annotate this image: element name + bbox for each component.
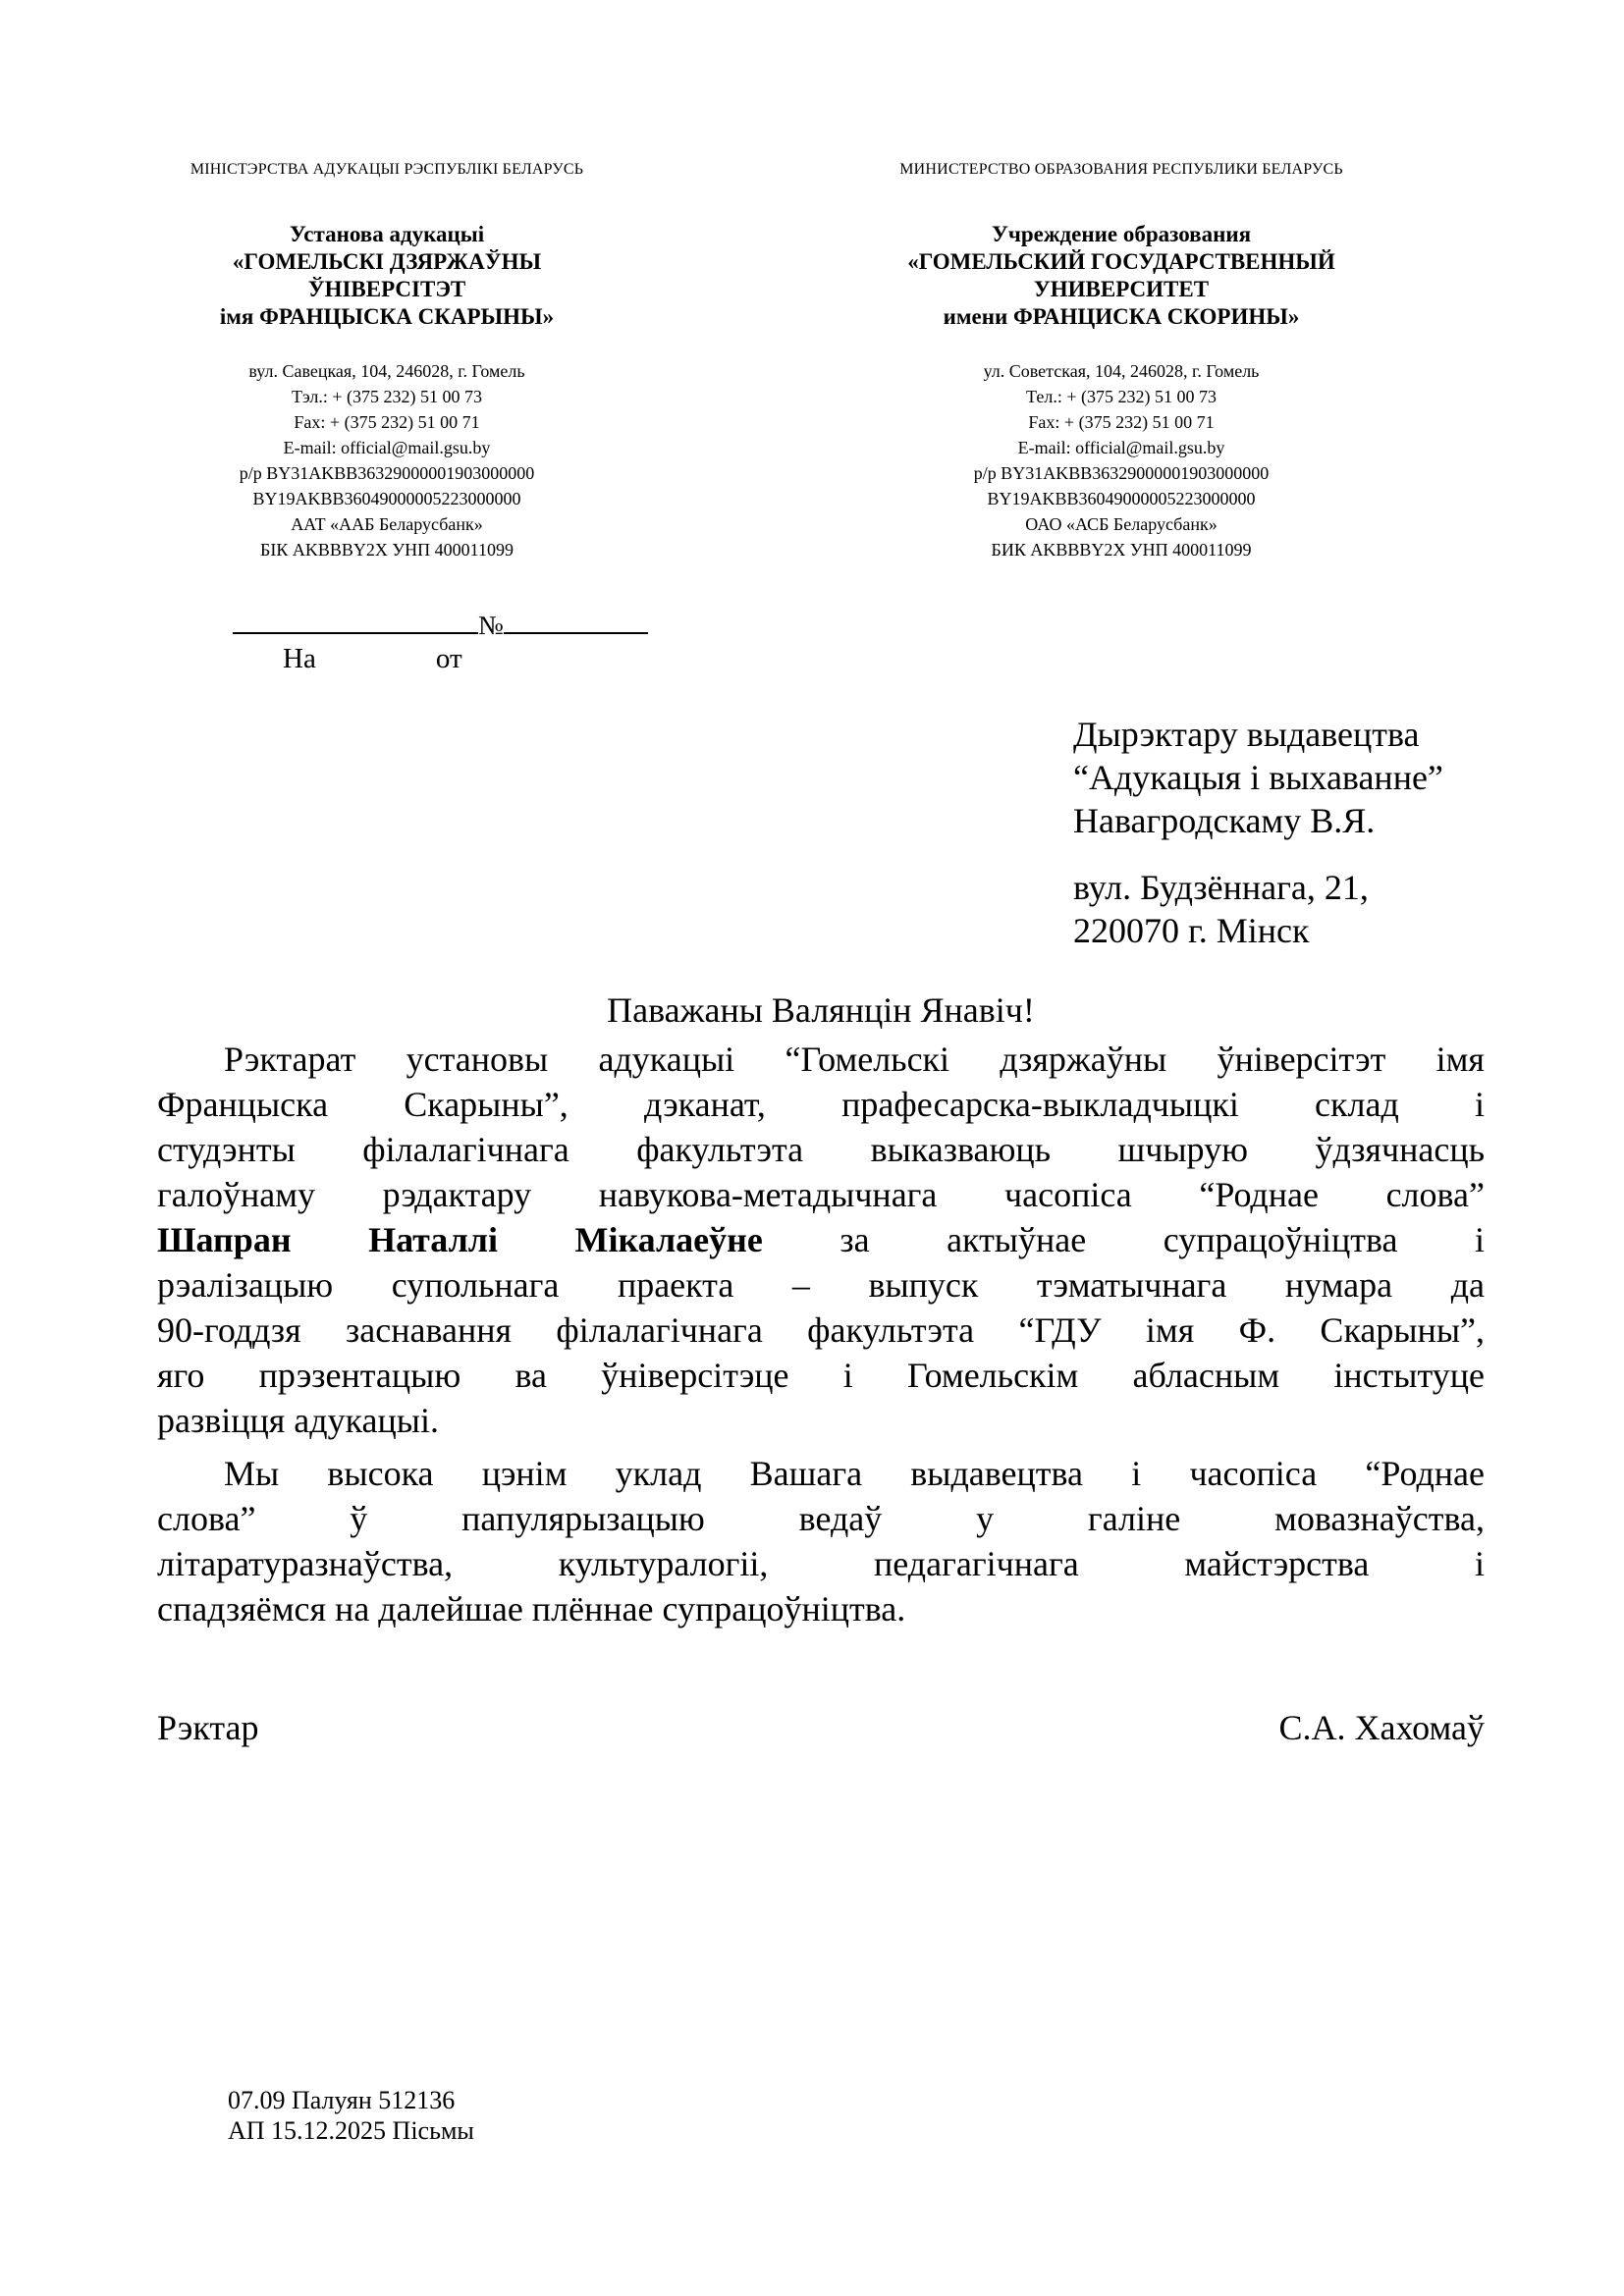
salutation: Паважаны Валянцін Янавіч! [607, 990, 1035, 1030]
org-name-line: имени ФРАНЦИСКА СКОРИНЫ» [943, 304, 1300, 329]
outgoing-number-blank [233, 589, 478, 634]
org-name-line: ЎНІВЕРСІТЭТ [307, 277, 466, 301]
org-name-line: «ГОМЕЛЬСКІ ДЗЯРЖАЎНЫ [232, 249, 542, 274]
org-detail-line: БИК AKBBBY2X УНП 400011099 [991, 540, 1252, 560]
org-detail-line: ААТ «ААБ Беларусбанк» [291, 514, 483, 534]
org-name-line: імя ФРАНЦЫСКА СКАРЫНЫ» [219, 304, 555, 329]
org-type-ru: Учреждение образования [991, 222, 1252, 246]
body-line: 90-годдзя заснавання філалагічнага факультэта “ГДУ імя Ф. Скарыны”, [157, 1310, 1485, 1350]
body-line: студэнты філалагічнага факультэта выказваюць шчырую ўдзячнасць [157, 1130, 1485, 1169]
body-line: галоўнаму рэдактару навукова-метадычнага часопіса “Роднае слова” [157, 1175, 1485, 1214]
org-detail-line: ул. Советская, 104, 246028, г. Гомель [983, 361, 1260, 381]
org-detail-line: БІК AKBBBY2X УНП 400011099 [260, 540, 514, 560]
org-detail-line: E-mail: official@mail.gsu.by [1017, 438, 1225, 457]
recipient-line: Навагродскаму В.Я. [1073, 801, 1376, 840]
body-line: слова” ў папулярызацыю ведаў у галіне мовазнаўства, [157, 1499, 1485, 1538]
ministry-name-by: МІНІСТЭРСТВА АДУКАЦЫІ РЭСПУБЛІКІ БЕЛАРУСЬ [189, 161, 584, 178]
org-detail-line: BY19AKBB36049000005223000000 [252, 489, 521, 508]
body-line: Шапран Наталлі Мікалаеўне за актыўнае супрацоўніцтва і [157, 1220, 1485, 1259]
body-line: яго прэзентацыю ва ўніверсітэце і Гомельскім абласным інстытуце [157, 1356, 1485, 1395]
org-detail-line: BY19AKBB36049000005223000000 [987, 489, 1256, 508]
na-label: На [283, 643, 316, 674]
recipient-address [1073, 866, 1443, 952]
org-detail-line: E-mail: official@mail.gsu.by [283, 438, 491, 457]
org-name-line: «ГОМЕЛЬСКИЙ ГОСУДАРСТВЕННЫЙ [907, 249, 1335, 274]
org-details-ru [882, 358, 1361, 562]
footer-line: АП 15.12.2025 Пісьмы [228, 2116, 474, 2145]
org-details-by [160, 358, 614, 562]
outgoing-date-blank [504, 589, 648, 634]
body-paragraph-2 [157, 1451, 1485, 1631]
number-sign: № [478, 611, 504, 640]
signature-name: С.А. Хахомаў [1278, 1708, 1485, 1747]
ministry-name-ru: МИНИСТЕРСТВО ОБРАЗОВАНИЯ РЕСПУБЛИКИ БЕЛАРУСЬ [899, 161, 1343, 178]
recipient-line: Дырэктару выдавецтва [1073, 715, 1420, 754]
footer-note [228, 2085, 474, 2146]
ot-label: от [435, 643, 462, 674]
org-detail-line: Тел.: + (375 232) 51 00 73 [1026, 387, 1217, 406]
body-line: літаратуразнаўства, культуралогіі, педагагічнага майстэрства і [157, 1544, 1485, 1583]
recipient-block [1073, 713, 1443, 952]
org-detail-line: ОАО «АСБ Беларусбанк» [1025, 514, 1218, 534]
reference-number-line [233, 589, 648, 648]
org-detail-line: p/p BY31AKBB36329000001903000000 [973, 463, 1270, 483]
body-line: Рэктарат установы адукацыі “Гомельскі дзяржаўны ўніверсітэт імя [224, 1040, 1485, 1079]
recipient-lines [1073, 713, 1443, 842]
body-line: Мы высока цэнім уклад Вашага выдавецтва і часопіса “Роднае [224, 1454, 1485, 1493]
signature-row [157, 1706, 1485, 1749]
footer-line: 07.09 Палуян 512136 [228, 2086, 456, 2114]
org-detail-line: вул. Савецкая, 104, 246028, г. Гомель [248, 361, 525, 381]
org-name-by [160, 248, 614, 331]
header-left-belarusian [160, 160, 614, 562]
body-line: развіцця адукацыі. [157, 1401, 439, 1440]
org-detail-line: p/p BY31AKBB36329000001903000000 [239, 463, 535, 483]
signature-role: Рэктар [157, 1708, 259, 1747]
letter-body [157, 1037, 1485, 1631]
recipient-address-line: вул. Будзённага, 21, [1073, 868, 1369, 907]
org-name-ru [882, 248, 1361, 331]
header-right-russian [882, 160, 1361, 562]
reference-labels [283, 641, 462, 676]
org-detail-line: Тэл.: + (375 232) 51 00 73 [291, 387, 483, 406]
org-name-line: УНИВЕРСИТЕТ [1033, 277, 1210, 301]
recipient-line: “Адукацыя і выхаванне” [1073, 758, 1443, 797]
body-paragraph-1 [157, 1037, 1485, 1443]
body-line: спадзяёмся на далейшае плённае супрацоўніцтва. [157, 1589, 906, 1629]
org-type-by: Установа адукацыі [289, 222, 485, 246]
org-detail-line: Fax: + (375 232) 51 00 71 [1028, 412, 1215, 432]
recipient-address-line: 220070 г. Мінск [1073, 911, 1310, 950]
body-line: рэалізацыю супольнага праекта – выпуск тэматычнага нумара да [157, 1265, 1485, 1305]
org-detail-line: Fax: + (375 232) 51 00 71 [294, 412, 480, 432]
body-line: Францыска Скарыны”, дэканат, прафесарска-выкладчыцкі склад і [157, 1085, 1485, 1124]
